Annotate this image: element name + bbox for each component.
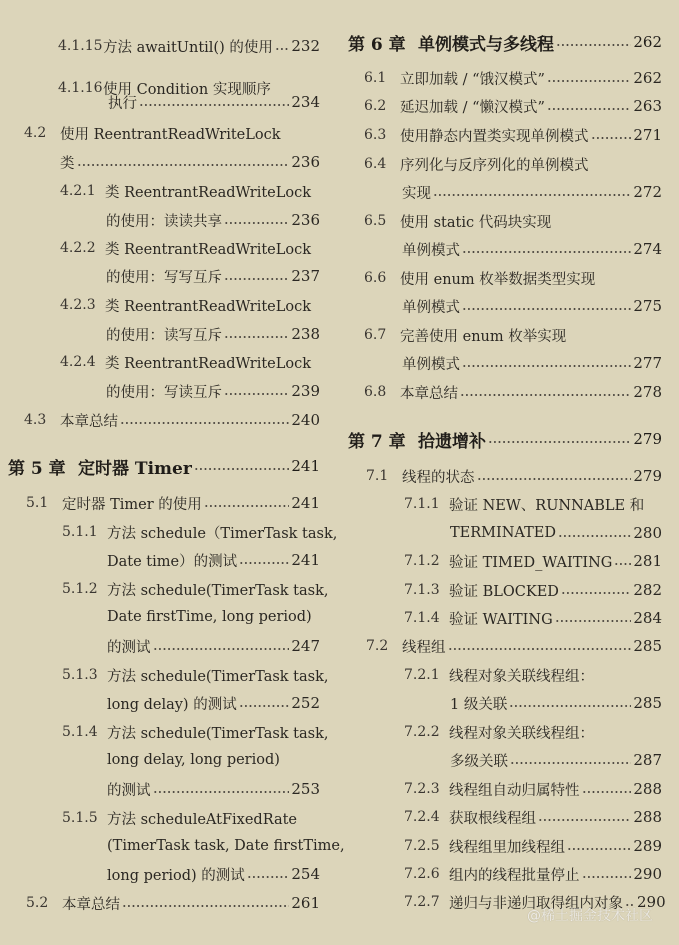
toc-entry — [24, 119, 320, 147]
toc-number: 4.3 — [24, 412, 47, 428]
dot-leader — [433, 194, 631, 196]
toc-entry-continuation — [60, 148, 320, 176]
dot-leader — [77, 164, 290, 166]
toc-entry — [62, 661, 329, 689]
toc-entry — [404, 775, 662, 803]
page-number: 252 — [291, 694, 320, 712]
toc-chapter-entry — [348, 28, 662, 56]
toc-number: 7.1.2 — [404, 553, 440, 569]
toc-number: 7.2 — [366, 638, 389, 654]
page-number: 232 — [291, 37, 320, 55]
toc-number: 4.2.4 — [60, 354, 96, 370]
toc-title: 线程组里加线程组 — [449, 839, 565, 856]
dot-leader — [510, 762, 631, 764]
toc-entry — [364, 121, 662, 149]
toc-title: long delay, long period) — [107, 752, 280, 768]
toc-title: 的使用：写读互斥 — [106, 384, 222, 401]
toc-title: 线程组 — [402, 639, 446, 656]
page-number: 279 — [633, 467, 662, 485]
toc-number: 6.8 — [364, 384, 387, 400]
toc-number: 5.1 — [26, 495, 49, 511]
toc-number: 7.2.5 — [404, 838, 440, 854]
dot-leader — [462, 365, 631, 367]
toc-title: long delay) 的测试 — [107, 696, 237, 713]
toc-title: 多级关联 — [450, 753, 508, 770]
toc-entry — [24, 406, 320, 434]
toc-number: 5.1.1 — [62, 524, 98, 540]
toc-entry — [60, 348, 320, 376]
toc-entry-continuation — [402, 235, 662, 263]
dot-leader — [194, 468, 290, 470]
toc-entry — [404, 803, 662, 831]
dot-leader — [582, 876, 632, 878]
toc-entry — [62, 518, 338, 546]
toc-number: 5.1.5 — [62, 810, 98, 826]
toc-entry — [62, 718, 329, 746]
page-number: 241 — [291, 457, 320, 475]
toc-entry — [60, 234, 320, 262]
dot-leader — [224, 222, 289, 224]
toc-number: 5.1.3 — [62, 667, 98, 683]
toc-title: 方法 awaitUntil() 的使用 — [103, 39, 273, 56]
dot-leader — [204, 505, 290, 507]
page-number: 290 — [633, 865, 662, 883]
toc-title: 本章总结 — [400, 385, 458, 402]
dot-leader — [224, 336, 289, 338]
toc-title: 单例模式 — [402, 299, 460, 316]
toc-entry-continuation — [108, 88, 320, 116]
dot-leader — [567, 848, 631, 850]
toc-number: 5.1.2 — [62, 581, 98, 597]
dot-leader — [122, 905, 289, 907]
page-number: 288 — [633, 780, 662, 798]
dot-leader — [275, 48, 290, 50]
page-number: 253 — [291, 780, 320, 798]
page-number: 263 — [633, 97, 662, 115]
toc-entry-continuation — [107, 775, 320, 803]
toc-entry — [364, 378, 662, 406]
toc-title: 类 — [60, 155, 75, 172]
toc-entry — [62, 804, 320, 832]
page-number: 236 — [291, 153, 320, 171]
toc-entry — [404, 661, 662, 689]
toc-number: 第 6 章 — [348, 34, 406, 55]
page-number: 239 — [291, 382, 320, 400]
dot-leader — [538, 819, 631, 821]
toc-title: Date time）的测试 — [107, 553, 238, 570]
toc-number: 6.4 — [364, 156, 387, 172]
toc-entry — [26, 489, 320, 517]
dot-leader — [460, 394, 631, 396]
toc-title: 的使用：写写互斥 — [106, 269, 222, 286]
dot-leader — [224, 278, 289, 280]
toc-title: 验证 WAITING — [449, 611, 553, 628]
toc-number: 第 7 章 — [348, 431, 406, 452]
dot-leader — [591, 137, 632, 139]
toc-entry-continuation — [106, 206, 320, 234]
toc-entry — [364, 150, 662, 178]
page-number: 254 — [291, 865, 320, 883]
page-number: 262 — [633, 69, 662, 87]
page-number: 272 — [633, 183, 662, 201]
toc-entry-continuation — [107, 546, 320, 574]
toc-title: 类 ReentrantReadWriteLock — [105, 298, 312, 315]
page-number: 290 — [637, 893, 666, 911]
toc-title: 线程的状态 — [402, 469, 475, 486]
dot-leader — [239, 562, 289, 564]
toc-title: 的使用：读写互斥 — [106, 327, 222, 344]
dot-leader — [224, 393, 289, 395]
toc-entry — [364, 92, 662, 120]
toc-title: 定时器 Timer 的使用 — [62, 496, 202, 513]
toc-entry — [404, 718, 662, 746]
toc-number: 6.7 — [364, 327, 387, 343]
watermark: @稀土掘金技术社区 — [527, 908, 653, 924]
toc-title: 的测试 — [107, 639, 151, 656]
page-number: 234 — [291, 93, 320, 111]
toc-title: 序列化与反序列化的单例模式 — [400, 157, 589, 174]
toc-number: 第 5 章 — [8, 458, 66, 479]
toc-number: 7.1.4 — [404, 610, 440, 626]
page-number: 236 — [291, 211, 320, 229]
dot-leader — [153, 791, 290, 793]
toc-title: 本章总结 — [60, 413, 118, 430]
dot-leader — [555, 620, 632, 622]
toc-number: 7.2.3 — [404, 781, 440, 797]
toc-title: 验证 TIMED_WAITING — [449, 554, 613, 571]
toc-number: 6.3 — [364, 127, 387, 143]
toc-number: 4.1.15 — [58, 38, 103, 54]
page-number: 238 — [291, 325, 320, 343]
toc-number: 6.1 — [364, 70, 387, 86]
page-number: 275 — [633, 297, 662, 315]
toc-entry — [364, 264, 662, 292]
dot-leader — [547, 80, 631, 82]
toc-entry — [404, 576, 662, 604]
toc-entry — [404, 860, 662, 888]
toc-title: 递归与非递归取得组内对象 — [449, 895, 623, 912]
toc-entry-continuation — [107, 746, 320, 774]
page-number: 280 — [633, 524, 662, 542]
toc-title: 线程组自动归属特性 — [449, 782, 580, 799]
toc-entry-continuation — [107, 632, 320, 660]
toc-title: 类 ReentrantReadWriteLock — [105, 184, 312, 201]
toc-title: 类 ReentrantReadWriteLock — [105, 355, 312, 372]
toc-entry-continuation — [107, 832, 345, 860]
toc-entry — [364, 321, 662, 349]
dot-leader — [448, 648, 632, 650]
page-number: 284 — [633, 609, 662, 627]
toc-number: 4.2 — [24, 125, 47, 141]
toc-title: 定时器 Timer — [78, 458, 192, 479]
toc-number: 6.6 — [364, 270, 387, 286]
toc-title: 获取根线程组 — [449, 810, 536, 827]
toc-title: 线程对象关联线程组： — [449, 668, 594, 685]
page-number: 271 — [633, 126, 662, 144]
toc-number: 4.2.2 — [60, 240, 96, 256]
toc-title: 立即加载 / “饿汉模式” — [400, 71, 545, 88]
dot-leader — [547, 108, 631, 110]
toc-number: 7.2.6 — [404, 866, 440, 882]
page-number: 274 — [633, 240, 662, 258]
dot-leader — [488, 441, 631, 443]
toc-entry — [404, 490, 662, 518]
dot-leader — [462, 308, 631, 310]
toc-title: 拾遗增补 — [418, 431, 486, 452]
toc-number: 7.2.7 — [404, 894, 440, 910]
toc-entry — [366, 632, 662, 660]
page-number: 261 — [291, 894, 320, 912]
page-number: 288 — [633, 808, 662, 826]
toc-entry — [62, 575, 329, 603]
dot-leader — [462, 251, 631, 253]
dot-leader — [556, 44, 631, 46]
toc-title: 使用 enum 枚举数据类型实现 — [400, 271, 596, 288]
toc-entry-continuation — [106, 377, 320, 405]
page-number: 281 — [633, 552, 662, 570]
toc-entry-continuation — [107, 689, 320, 717]
toc-number: 6.5 — [364, 213, 387, 229]
page-number: 289 — [633, 837, 662, 855]
toc-number: 4.2.1 — [60, 183, 96, 199]
toc-title: 本章总结 — [62, 896, 120, 913]
toc-title: 执行 — [108, 95, 137, 112]
toc-number: 6.2 — [364, 98, 387, 114]
toc-entry — [26, 889, 320, 917]
page-number: 285 — [633, 637, 662, 655]
dot-leader — [139, 104, 289, 106]
toc-title: 单例模式与多线程 — [418, 34, 554, 55]
toc-title: 完善使用 enum 枚举实现 — [400, 328, 567, 345]
toc-title: TERMINATED — [450, 525, 556, 541]
toc-title: 使用 ReentrantReadWriteLock — [60, 126, 281, 143]
page-number: 247 — [291, 637, 320, 655]
toc-title: 方法 schedule(TimerTask task, — [107, 582, 329, 599]
toc-title: 验证 BLOCKED — [449, 583, 559, 600]
dot-leader — [614, 563, 631, 565]
toc-entry — [404, 547, 662, 575]
toc-title: 线程对象关联线程组： — [449, 725, 594, 742]
toc-chapter-entry — [8, 452, 320, 480]
toc-entry — [364, 64, 662, 92]
toc-entry-continuation — [106, 320, 320, 348]
toc-entry — [60, 291, 320, 319]
toc-title: 1 级关联 — [450, 696, 508, 713]
toc-entry-continuation — [107, 603, 320, 631]
toc-title: 类 ReentrantReadWriteLock — [105, 241, 312, 258]
page-number: 262 — [633, 33, 662, 51]
toc-entry-continuation — [450, 746, 662, 774]
toc-title: 验证 NEW、RUNNABLE 和 — [449, 497, 645, 514]
dot-leader — [247, 876, 290, 878]
page-number: 287 — [633, 751, 662, 769]
toc-number: 7.1 — [366, 468, 389, 484]
toc-title: 方法 schedule（TimerTask task, — [107, 525, 338, 542]
toc-title: 延迟加载 / “懒汉模式” — [400, 99, 545, 116]
toc-title: long period) 的测试 — [107, 867, 245, 884]
toc-entry-continuation — [450, 689, 662, 717]
dot-leader — [477, 478, 632, 480]
toc-entry — [60, 177, 320, 205]
page-number: 285 — [633, 694, 662, 712]
dot-leader — [561, 592, 631, 594]
dot-leader — [153, 648, 290, 650]
toc-title: 使用 static 代码块实现 — [400, 214, 552, 231]
toc-number: 7.1.3 — [404, 582, 440, 598]
toc-title: 的使用：读读共享 — [106, 213, 222, 230]
toc-entry-continuation — [402, 178, 662, 206]
toc-number: 7.1.1 — [404, 496, 440, 512]
toc-title: 方法 schedule(TimerTask task, — [107, 668, 329, 685]
dot-leader — [558, 535, 631, 537]
toc-title: 单例模式 — [402, 242, 460, 259]
toc-title: Date firstTime, long period) — [107, 609, 312, 625]
toc-entry-continuation — [402, 292, 662, 320]
toc-title: (TimerTask task, Date firstTime, — [107, 838, 345, 854]
toc-number: 5.1.4 — [62, 724, 98, 740]
toc-title: 使用静态内置类实现单例模式 — [400, 128, 589, 145]
page-number: 282 — [633, 581, 662, 599]
page-number: 241 — [291, 494, 320, 512]
toc-number: 7.2.4 — [404, 809, 440, 825]
toc-entry-continuation — [402, 349, 662, 377]
dot-leader — [582, 791, 632, 793]
toc-title: 方法 schedule(TimerTask task, — [107, 725, 329, 742]
page-number: 277 — [633, 354, 662, 372]
toc-entry — [366, 462, 662, 490]
toc-title: 组内的线程批量停止 — [449, 867, 580, 884]
toc-number: 4.1.16 — [58, 80, 103, 96]
page-number: 237 — [291, 267, 320, 285]
dot-leader — [120, 422, 289, 424]
page-number: 278 — [633, 383, 662, 401]
page-number: 279 — [633, 430, 662, 448]
toc-chapter-entry — [348, 425, 662, 453]
toc-entry — [364, 207, 662, 235]
toc-number: 4.2.3 — [60, 297, 96, 313]
page-number: 240 — [291, 411, 320, 429]
dot-leader — [509, 705, 631, 707]
toc-entry-continuation — [107, 860, 320, 888]
toc-title: 单例模式 — [402, 356, 460, 373]
toc-entry — [58, 32, 320, 60]
toc-entry — [404, 832, 662, 860]
toc-entry — [404, 604, 662, 632]
toc-entry-continuation — [106, 262, 320, 290]
toc-title: 使用 Condition 实现顺序 — [103, 81, 271, 98]
toc-number: 5.2 — [26, 895, 49, 911]
toc-title: 的测试 — [107, 782, 151, 799]
toc-title: 方法 scheduleAtFixedRate — [107, 811, 298, 828]
toc-number: 7.2.1 — [404, 667, 440, 683]
dot-leader — [239, 705, 290, 707]
toc-number: 7.2.2 — [404, 724, 440, 740]
toc-title: 实现 — [402, 185, 431, 202]
page-number: 241 — [291, 551, 320, 569]
toc-entry-continuation — [450, 519, 662, 547]
